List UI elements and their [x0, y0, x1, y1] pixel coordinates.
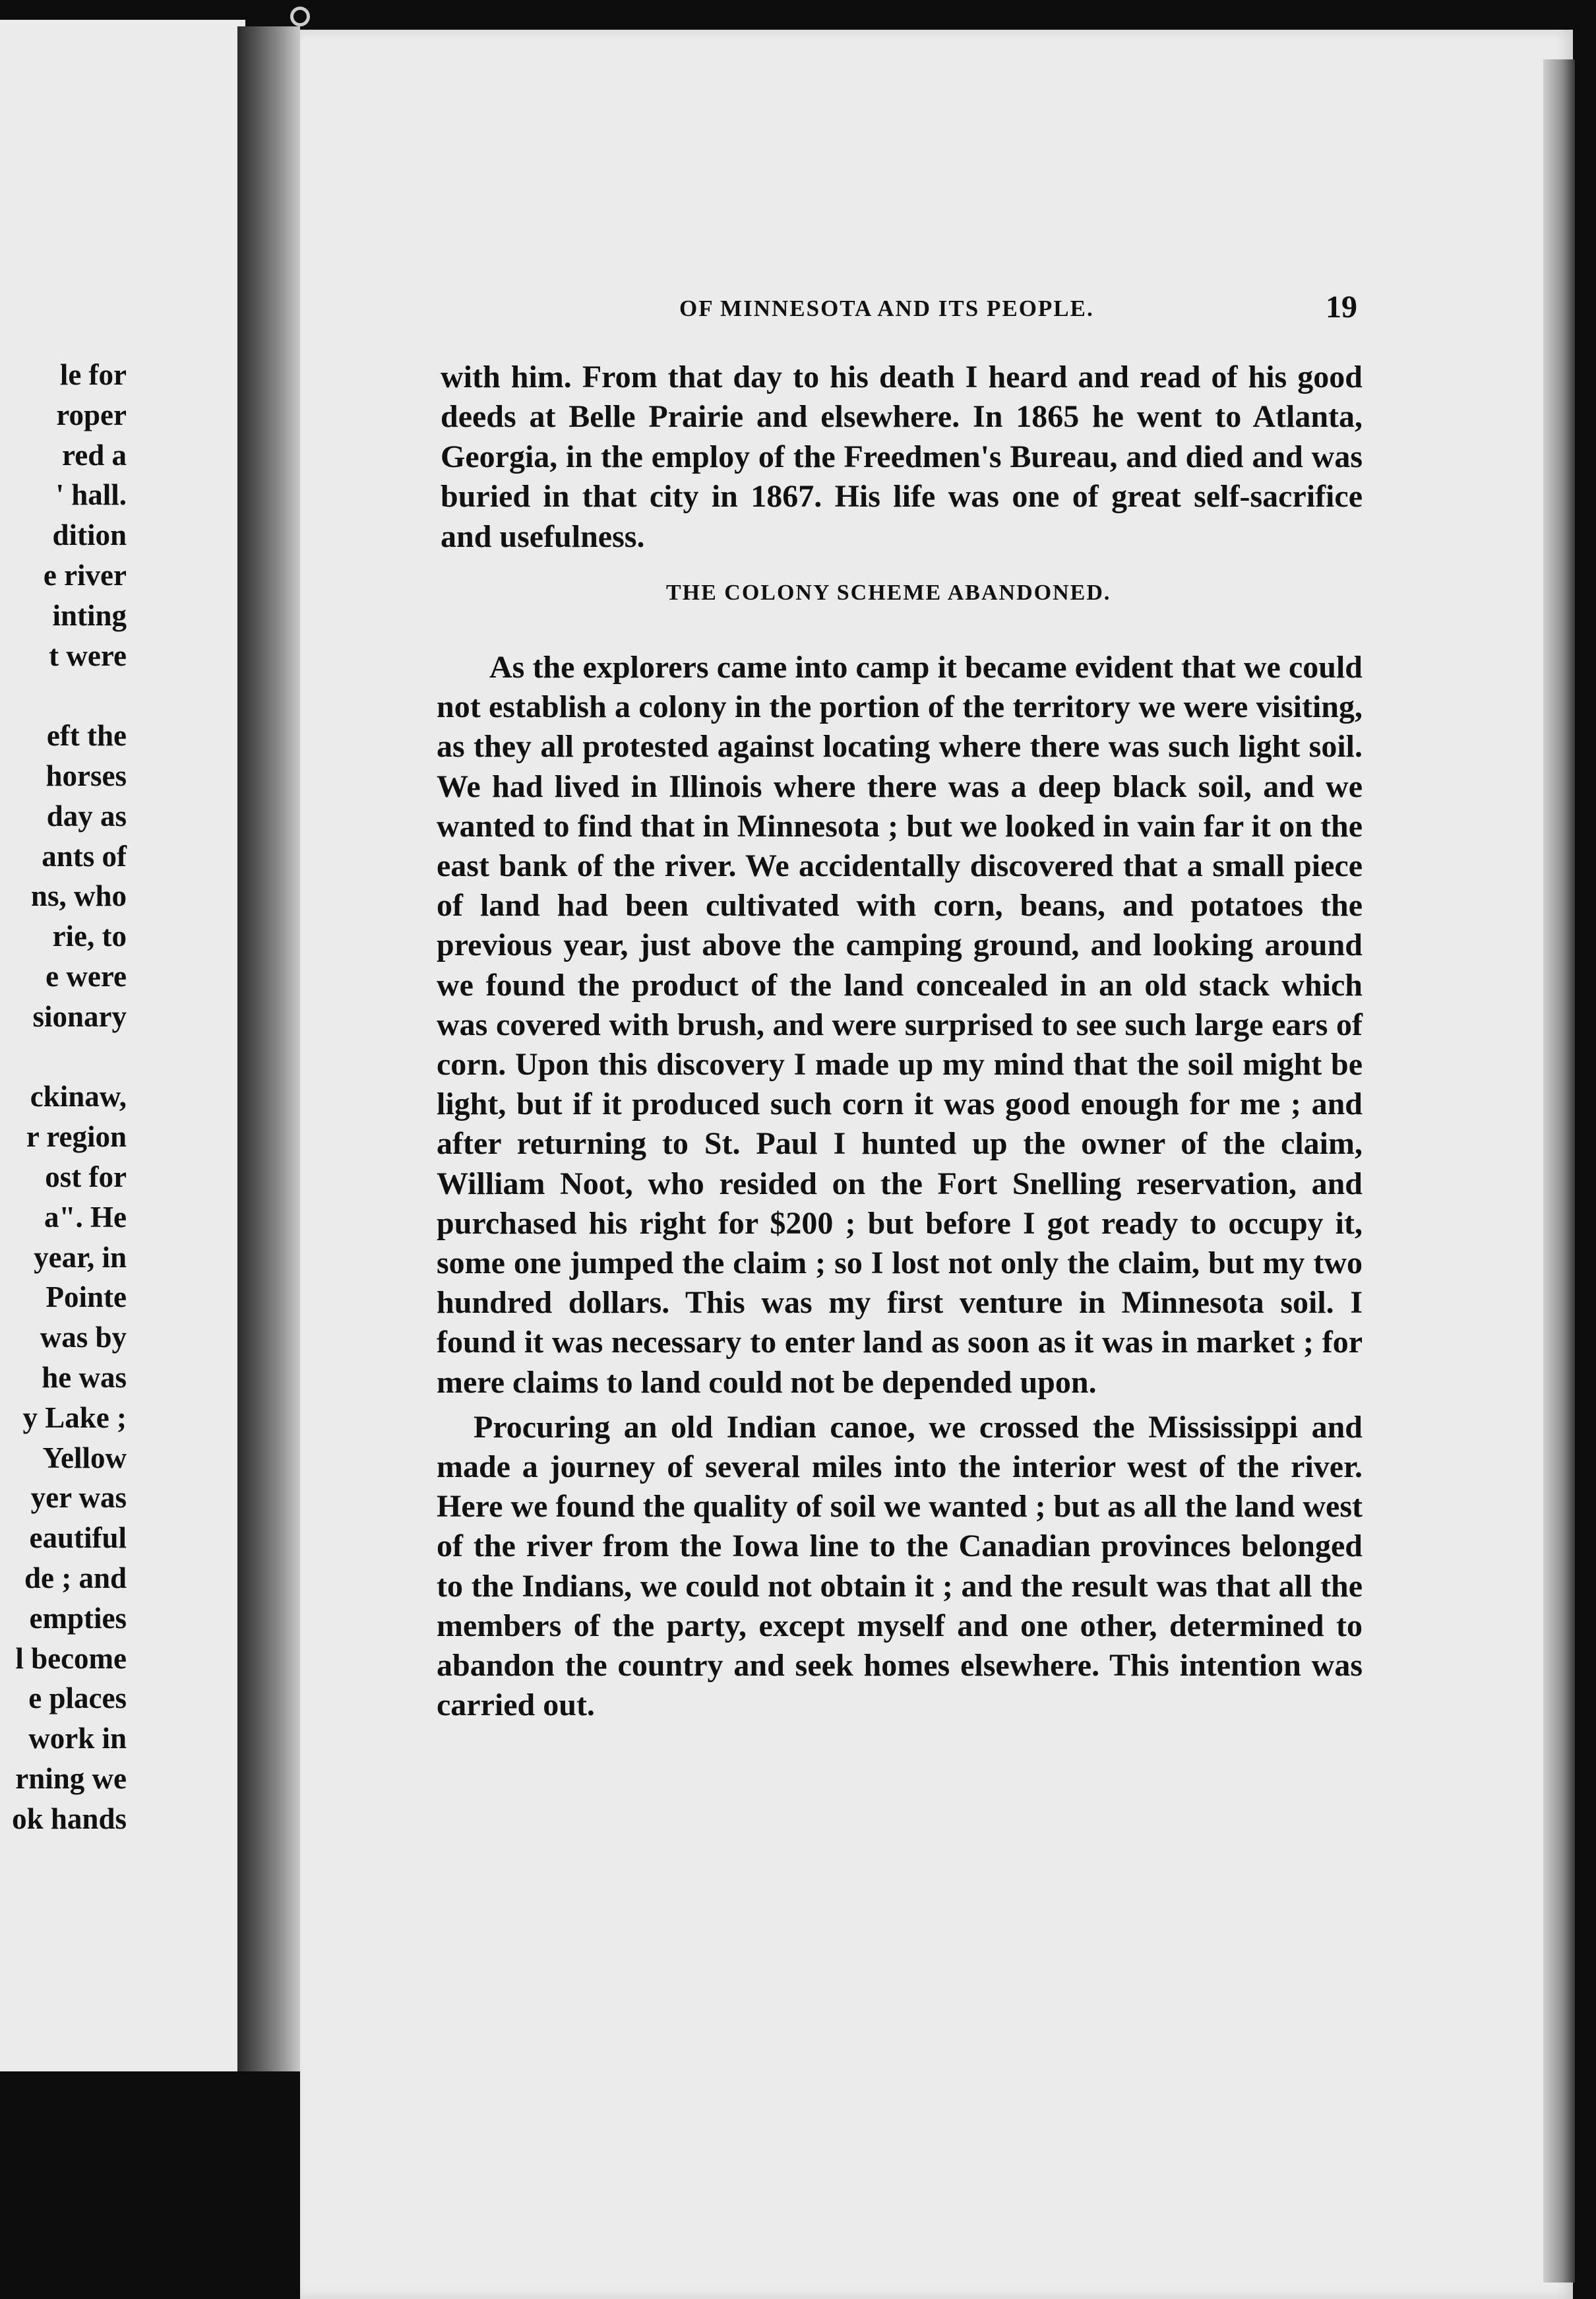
opening-paragraph-block [441, 358, 1363, 557]
opening-paragraph: with him. From that day to his death I heard and read of his good deeds at Belle Prairie and elsewhere. In 1865 he went to Atlanta, Georgia, in the employ of the Freedmen's Bureau, and died and was buried in that city in 1867. His life was one of great self-sacrifice and usefulness. [441, 360, 1363, 554]
facing-line: de ; and [24, 1561, 127, 1594]
facing-line: y Lake ; [22, 1401, 127, 1434]
facing-line: ants of [42, 839, 127, 873]
facing-line: Pointe [46, 1280, 127, 1314]
facing-line: ost for [45, 1160, 127, 1193]
section-body [437, 648, 1363, 1725]
facing-page [0, 20, 245, 2071]
facing-line: ns, who [30, 879, 127, 913]
facing-line: red a [62, 438, 127, 472]
facing-line: eft the [46, 719, 127, 753]
page-edge [1543, 59, 1575, 2283]
facing-line: rie, to [52, 920, 127, 953]
facing-line: le for [59, 358, 127, 391]
paragraph: As the explorers came into camp it became evident that we could not establish a colony in the portion of the territory we were visiting, as they all protested against locating where there was such light soil. We had lived in Illinois where there was a deep black soil, and we wanted to find that in Minnesota ; but we looked in vain far it on the east bank of the river. We accidentally discovered that a small piece of land had been cultivated with corn, beans, and potatoes the previous year, just above the camping ground, and looking around we found the product of the land concealed in an old stack which was covered with brush, and were surprised to see such large ears of corn. Upon this discovery I made up my mind that the soil might be light, but if it produced such corn it was good enough for me ; and after returning to St. Paul I hunted up the owner of the claim, William Noot, who resided on the Fort Snelling reservation, and purchased his right for $200 ; but before I got ready to occupy it, some one jumped the claim ; so I lost not only the claim, but my two hundred dollars. This was my first venture in Minnesota soil. I found it was necessary to enter land as soon as it was in market ; for mere claims to land could not be depended upon. [437, 650, 1363, 1400]
facing-line: a". He [44, 1200, 127, 1234]
facing-line: year, in [34, 1240, 127, 1274]
paragraph: Procuring an old Indian canoe, we crossed the Mississippi and made a journey of several miles into the interior west of the river. Here we found the quality of soil we wanted ; but as all the land west of the river from the Iowa line to the Canadian provinces belonged to the Indians, we could not obtain it ; and the result was that all the members of the party, except myself and one other, determined to abandon the country and seek homes elsewhere. This intention was carried out. [437, 1409, 1363, 1723]
facing-line: roper [56, 398, 127, 431]
facing-line: ok hands [12, 1802, 127, 1835]
facing-line: was by [40, 1321, 127, 1354]
facing-line: t were [49, 639, 127, 672]
section-heading: THE COLONY SCHEME ABANDONED. [666, 581, 1111, 605]
scan-mark-icon [290, 7, 310, 26]
facing-line: ckinaw, [30, 1080, 127, 1114]
facing-line: e places [28, 1682, 127, 1715]
facing-line: work in [28, 1722, 127, 1755]
facing-line: day as [46, 799, 127, 833]
facing-line: yer was [30, 1481, 127, 1515]
facing-page-text [0, 355, 127, 1839]
facing-line: e river [43, 558, 127, 592]
facing-line: empties [29, 1601, 127, 1635]
facing-line: rning we [15, 1761, 127, 1795]
facing-line: he was [42, 1360, 127, 1394]
facing-line: inting [52, 598, 127, 632]
facing-line: dition [52, 519, 127, 552]
book-gutter [237, 26, 300, 2071]
facing-line: ' hall. [55, 478, 127, 512]
facing-line: e were [46, 959, 127, 993]
page-number: 19 [1326, 290, 1357, 325]
facing-line: horses [46, 759, 127, 792]
facing-line: sionary [32, 999, 127, 1033]
facing-line: Yellow [42, 1441, 127, 1474]
facing-line: l become [15, 1641, 127, 1675]
running-head: OF MINNESOTA AND ITS PEOPLE. [679, 296, 1094, 321]
facing-line: r region [26, 1120, 127, 1154]
facing-line: eautiful [29, 1521, 127, 1555]
